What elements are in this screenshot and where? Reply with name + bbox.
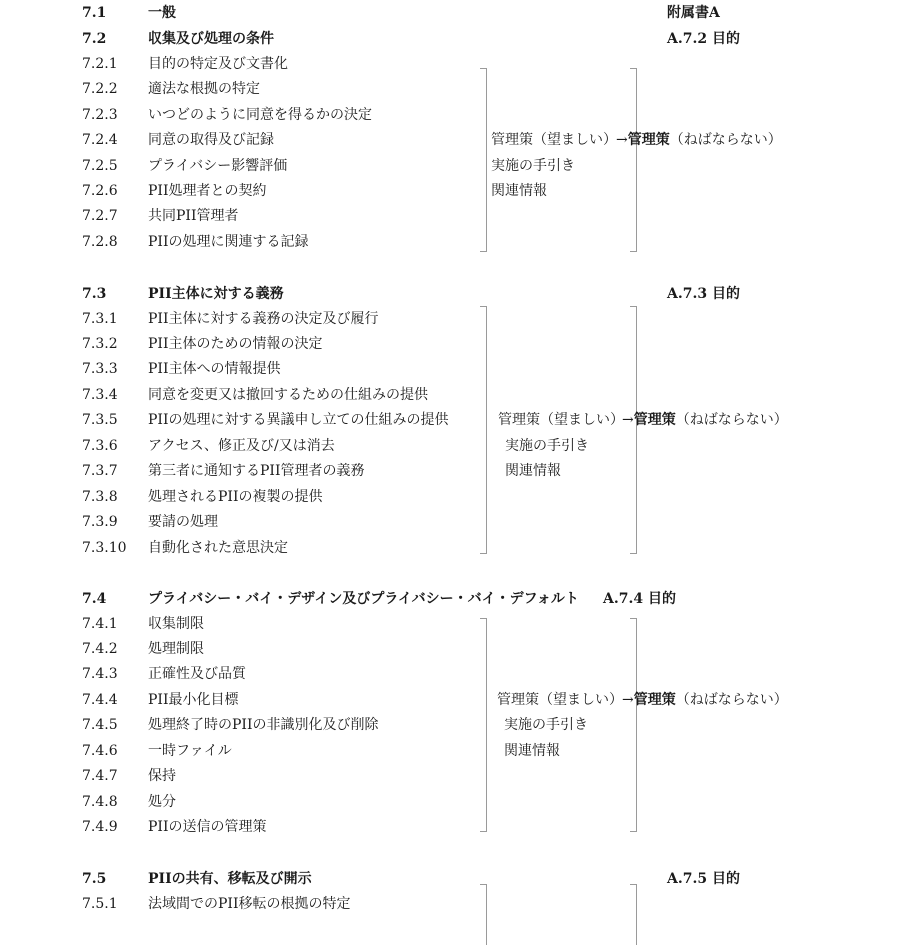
item-number: 7.2.6 xyxy=(82,183,118,199)
section-number: 7.5 xyxy=(82,871,107,887)
item-text: 同意を変更又は撤回するための仕組みの提供 xyxy=(148,387,428,403)
note-other-information: 関連情報 xyxy=(505,463,561,479)
item-number: 7.3.4 xyxy=(82,387,118,403)
section-title: 一般 xyxy=(148,5,176,21)
item-text: PII最小化目標 xyxy=(148,692,239,708)
brace-bracket xyxy=(630,618,637,832)
note-implementation-guidance: 実施の手引き xyxy=(491,158,575,174)
item-number: 7.4.7 xyxy=(82,768,118,784)
item-text: 処分 xyxy=(148,794,176,810)
item-number: 7.2.8 xyxy=(82,234,118,250)
item-number: 7.3.8 xyxy=(82,489,118,505)
item-text: PII主体のための情報の決定 xyxy=(148,336,323,352)
item-number: 7.3.10 xyxy=(82,540,127,556)
item-number: 7.2.3 xyxy=(82,107,118,123)
brace-bracket xyxy=(630,884,637,945)
item-number: 7.4.4 xyxy=(82,692,118,708)
item-text: 法域間でのPII移転の根拠の特定 xyxy=(148,896,351,912)
item-number: 7.4.9 xyxy=(82,819,118,835)
note-other-information: 関連情報 xyxy=(504,743,560,759)
section-number: 7.2 xyxy=(82,31,107,47)
section-title: 収集及び処理の条件 xyxy=(148,31,274,47)
arrow-marker xyxy=(616,129,782,151)
note-implementation-guidance: 実施の手引き xyxy=(505,438,589,454)
item-number: 7.3.7 xyxy=(82,463,118,479)
item-text: PII主体への情報提供 xyxy=(148,361,281,377)
target-control: 管理策 xyxy=(633,412,676,428)
target-suffix: （ねばならない） xyxy=(669,132,782,148)
section-title: PIIの共有、移転及び開示 xyxy=(148,871,312,887)
item-text: PIIの処理に対する異議申し立ての仕組みの提供 xyxy=(148,412,449,428)
arrow-glyph: → xyxy=(622,692,634,708)
item-number: 7.2.7 xyxy=(82,208,118,224)
item-number: 7.3.3 xyxy=(82,361,118,377)
item-number: 7.3.6 xyxy=(82,438,118,454)
item-text: 適法な根拠の特定 xyxy=(148,81,260,97)
annex-reference: A.7.2 目的 xyxy=(667,31,740,47)
item-text: プライバシー影響評価 xyxy=(148,158,288,174)
brace-bracket xyxy=(630,68,637,252)
item-number: 7.2.2 xyxy=(82,81,118,97)
section-number: 7.4 xyxy=(82,591,107,607)
arrow-marker xyxy=(622,409,788,431)
item-number: 7.3.2 xyxy=(82,336,118,352)
item-text: 処理されるPIIの複製の提供 xyxy=(148,489,323,505)
item-text: 正確性及び品質 xyxy=(148,666,246,682)
item-text: 共同PII管理者 xyxy=(148,208,239,224)
item-number: 7.4.8 xyxy=(82,794,118,810)
item-number: 7.3.5 xyxy=(82,412,118,428)
item-number: 7.2.5 xyxy=(82,158,118,174)
section-number: 7.3 xyxy=(82,286,107,302)
brace-bracket xyxy=(480,306,487,554)
item-number: 7.4.2 xyxy=(82,641,118,657)
arrow-marker xyxy=(622,689,788,711)
item-number: 7.4.3 xyxy=(82,666,118,682)
note-control-should: 管理策（望ましい） xyxy=(498,412,624,428)
item-number: 7.2.4 xyxy=(82,132,118,148)
note-implementation-guidance: 実施の手引き xyxy=(504,717,588,733)
item-text: 一時ファイル xyxy=(148,743,232,759)
note-control-should: 管理策（望ましい） xyxy=(491,132,617,148)
section-number: 7.1 xyxy=(82,5,107,21)
item-text: 処理終了時のPIIの非識別化及び削除 xyxy=(148,717,379,733)
item-number: 7.4.6 xyxy=(82,743,118,759)
annex-reference: A.7.5 目的 xyxy=(667,871,740,887)
item-number: 7.3.9 xyxy=(82,514,118,530)
item-text: 収集制限 xyxy=(148,616,204,632)
target-suffix: （ねばならない） xyxy=(675,412,788,428)
item-number: 7.4.5 xyxy=(82,717,118,733)
annex-reference: A.7.3 目的 xyxy=(667,286,740,302)
target-suffix: （ねばならない） xyxy=(675,692,788,708)
item-number: 7.5.1 xyxy=(82,896,118,912)
item-text: PII主体に対する義務の決定及び履行 xyxy=(148,311,379,327)
arrow-glyph: → xyxy=(622,412,634,428)
item-number: 7.2.1 xyxy=(82,56,118,72)
brace-bracket xyxy=(480,884,487,945)
note-control-should: 管理策（望ましい） xyxy=(497,692,623,708)
item-text: 自動化された意思決定 xyxy=(148,540,288,556)
item-number: 7.4.1 xyxy=(82,616,118,632)
annex-reference: A.7.4 目的 xyxy=(603,591,676,607)
item-text: 処理制限 xyxy=(148,641,204,657)
section-title: PII主体に対する義務 xyxy=(148,286,284,302)
item-text: 目的の特定及び文書化 xyxy=(148,56,288,72)
item-text: PIIの処理に関連する記録 xyxy=(148,234,309,250)
note-other-information: 関連情報 xyxy=(491,183,547,199)
target-control: 管理策 xyxy=(627,132,670,148)
brace-bracket xyxy=(480,618,487,832)
item-text: PIIの送信の管理策 xyxy=(148,819,267,835)
item-number: 7.3.1 xyxy=(82,311,118,327)
item-text: アクセス、修正及び/又は消去 xyxy=(148,438,335,454)
item-text: PII処理者との契約 xyxy=(148,183,267,199)
item-text: 第三者に通知するPII管理者の義務 xyxy=(148,463,365,479)
section-title: プライバシー・バイ・デザイン及びプライバシー・バイ・デフォルト xyxy=(148,591,579,607)
annex-reference: 附属書A xyxy=(667,5,720,21)
target-control: 管理策 xyxy=(633,692,676,708)
brace-bracket xyxy=(480,68,487,252)
item-text: 同意の取得及び記録 xyxy=(148,132,274,148)
item-text: 要請の処理 xyxy=(148,514,218,530)
item-text: 保持 xyxy=(148,768,176,784)
item-text: いつどのように同意を得るかの決定 xyxy=(148,107,372,123)
arrow-glyph: → xyxy=(616,132,628,148)
